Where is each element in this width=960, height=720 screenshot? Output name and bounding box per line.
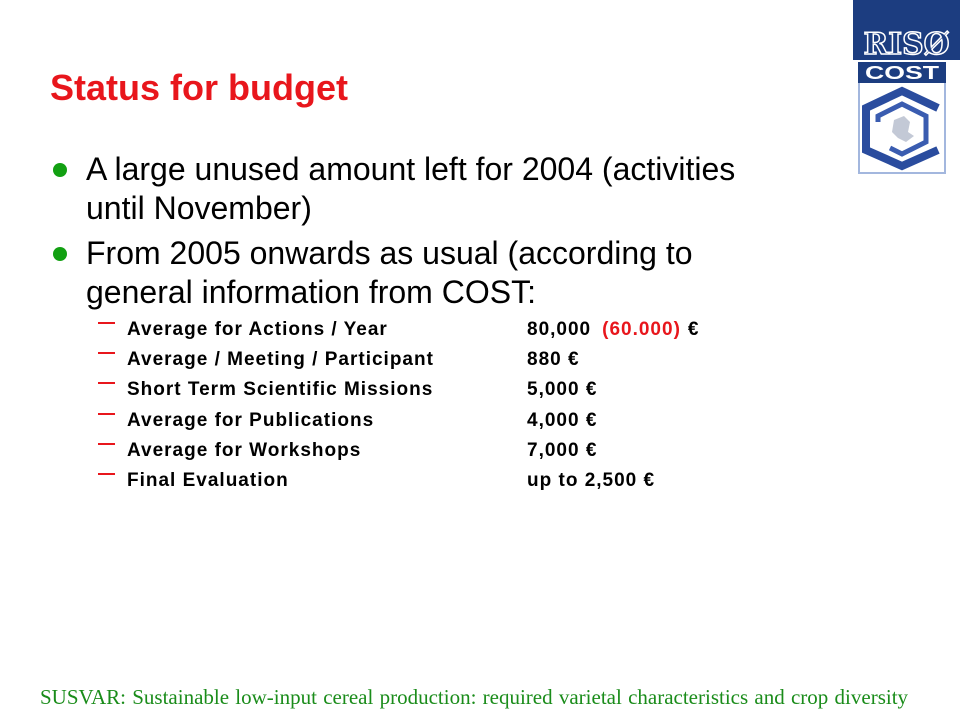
dash-icon bbox=[98, 352, 115, 354]
bullet-text-line: From 2005 onwards as usual (according to bbox=[86, 235, 693, 272]
budget-item-alt-amount: (60.000) bbox=[602, 319, 681, 340]
dash-icon bbox=[98, 443, 115, 445]
dash-icon bbox=[98, 473, 115, 475]
cost-logo bbox=[858, 62, 946, 174]
bullet-item bbox=[0, 234, 760, 312]
budget-item-value: 7,000 € bbox=[527, 439, 598, 461]
bullet-text-line: general information from COST: bbox=[86, 274, 536, 311]
bullet-text-line: A large unused amount left for 2004 (activities bbox=[86, 151, 736, 187]
bullet-dot-icon bbox=[53, 163, 67, 177]
budget-item bbox=[0, 406, 760, 436]
budget-item bbox=[0, 466, 760, 496]
bullet-item bbox=[0, 150, 760, 228]
budget-item-label: Average for Actions / Year bbox=[127, 319, 388, 340]
currency-symbol: € bbox=[687, 319, 700, 340]
riso-logo-text: RISØ bbox=[863, 27, 950, 60]
slide-title: Status for budget bbox=[50, 67, 348, 108]
budget-item-label: Final Evaluation bbox=[127, 469, 289, 491]
budget-item bbox=[0, 436, 760, 466]
budget-item bbox=[0, 345, 760, 375]
bullet-text-line: until November) bbox=[86, 190, 312, 226]
budget-item-value: 880 € bbox=[527, 349, 580, 371]
budget-list bbox=[0, 315, 760, 496]
bullet-text bbox=[86, 150, 735, 228]
budget-item-value: up to 2,500 € bbox=[527, 469, 656, 491]
cost-logo-text: COST bbox=[865, 63, 939, 83]
budget-item bbox=[0, 375, 760, 405]
budget-item bbox=[0, 315, 760, 345]
budget-item-value: 5,000 € bbox=[527, 379, 598, 401]
cost-logo-graphic bbox=[858, 62, 946, 174]
riso-logo bbox=[853, 0, 960, 60]
budget-item-label: Average / Meeting / Participant bbox=[127, 349, 434, 371]
dash-icon bbox=[98, 382, 115, 384]
riso-logo-graphic bbox=[853, 0, 960, 60]
budget-item-value bbox=[527, 315, 699, 345]
dash-icon bbox=[98, 413, 115, 415]
bullet-dot-icon bbox=[53, 247, 67, 261]
budget-item-label: Average for Workshops bbox=[127, 439, 362, 461]
footer-text: SUSVAR: Sustainable low-input cereal production: required varietal characteristics and crop diversity bbox=[40, 685, 909, 709]
dash-icon bbox=[98, 322, 115, 324]
budget-item-label: Average for Publications bbox=[127, 409, 375, 431]
bullet-text bbox=[86, 234, 693, 312]
budget-item-label: Short Term Scientific Missions bbox=[127, 379, 434, 401]
budget-item-value: 4,000 € bbox=[527, 409, 598, 431]
budget-item-amount: 80,000 bbox=[527, 319, 592, 340]
